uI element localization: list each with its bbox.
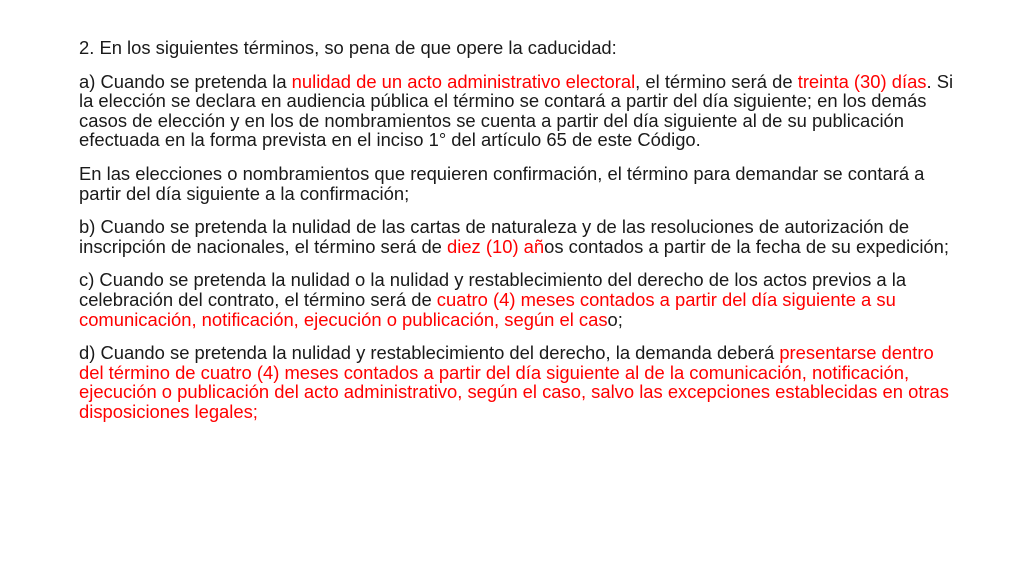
paragraph-a-text-2: , el término será de xyxy=(635,70,798,92)
paragraph-c-text-1: c) Cuando se pretenda la nulidad o la nulidad y restablecimiento del derecho de los actos previos a la celebración del contrato, el término será de xyxy=(79,269,907,310)
paragraph-b-text-1: b) Cuando se pretenda la nulidad de las cartas de naturaleza y de las resoluciones de autorización de inscripción de nacionales, el término será de xyxy=(79,216,910,257)
paragraph-d xyxy=(79,343,959,421)
paragraph-a-text-1: a) Cuando se pretenda la xyxy=(79,70,292,92)
paragraph-c xyxy=(79,270,959,329)
paragraph-d-text-1: d) Cuando se pretenda la nulidad y restablecimiento del derecho, la demanda deberá xyxy=(79,342,780,364)
paragraph-b xyxy=(79,217,959,256)
paragraph-c-highlight-1: cuatro (4) meses contados a partir del día siguiente a su comunicación, notificación, ejecución o publicación, según el cas xyxy=(79,288,896,330)
paragraph-c-text-2: o; xyxy=(607,308,623,330)
paragraph-a-highlight-1: nulidad de un acto administrativo electoral xyxy=(291,70,636,92)
paragraph-b-text-2: os contados a partir de la fecha de su expedición; xyxy=(544,235,949,257)
paragraph-a-highlight-2: treinta (30) días xyxy=(797,70,927,92)
intro-paragraph xyxy=(79,38,959,58)
paragraph-a-text-3: . Si la elección se declara en audiencia pública el término se contará a partir del día siguiente; en los demás casos de elección y en los de nombramientos se cuenta a partir del día siguiente al de su publicación efectuada en la forma prevista en el inciso 1° del artículo 65 de este Código. xyxy=(79,70,954,151)
paragraph-confirmation-text: En las elecciones o nombramientos que requieren confirmación, el término para demandar se contará a partir del día siguiente a la confirmación; xyxy=(79,162,925,204)
paragraph-b-highlight-1: diez (10) añ xyxy=(447,235,545,257)
paragraph-a xyxy=(79,72,959,150)
paragraph-confirmation xyxy=(79,164,959,203)
paragraph-d-highlight-1: presentarse dentro del término de cuatro (4) meses contados a partir del día siguiente al de la comunicación, notificación, ejecución o publicación del acto administrativo, según el caso, salvo las excepciones establecidas en otras disposiciones legales; xyxy=(79,342,949,422)
slide-body xyxy=(79,38,959,436)
intro-text: 2. En los siguientes términos, so pena de que opere la caducidad: xyxy=(79,37,617,58)
